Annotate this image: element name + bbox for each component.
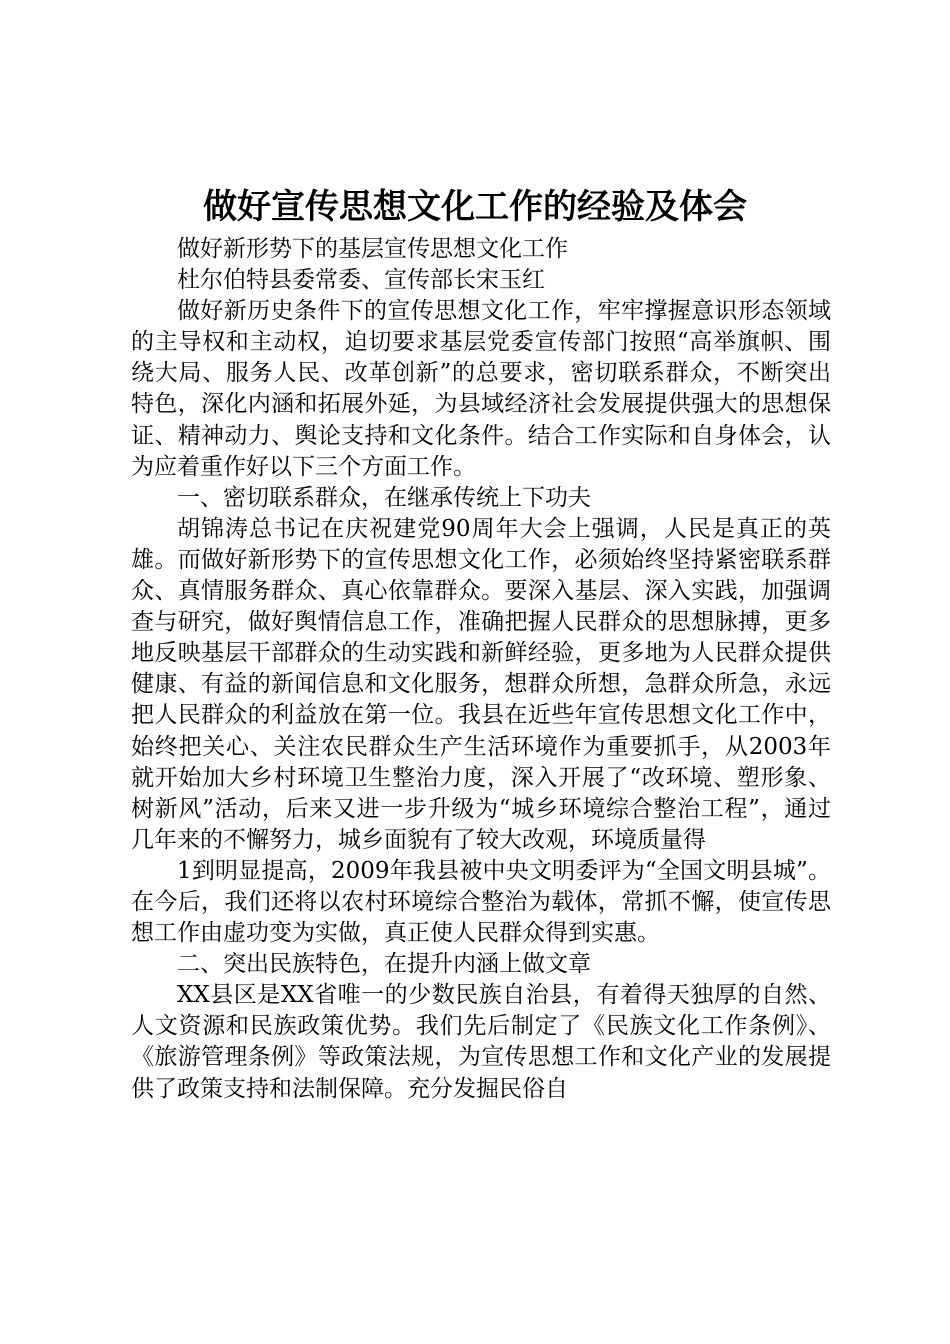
author-line: 杜尔伯特县委常委、宣传部长宋玉红 (177, 267, 545, 294)
section-heading-2: 二、突出民族特色，在提升内涵上做文章 (177, 951, 591, 978)
body-paragraph: 做好新历史条件下的宣传思想文化工作，牢牢撑握意识形态领域的主导权和主动权，迫切要求基层党委宣传部门按照“高举旗帜、围绕大局、服务人民、改革创新”的总要求，密切联系群众，不断突出特色，深化内涵和拓展外延，为县域经济社会发展提供强大的思想保证、精神动力、舆论支持和文化条件。结合工作实际和自身体会，认为应着重作好以下三个方面工作。 (131, 298, 831, 480)
body-paragraph: 胡锦涛总书记在庆祝建党90周年大会上强调，人民是真正的英雄。而做好新形势下的宣传思想文化工作，必须始终坚持紧密联系群众、真情服务群众、真心依靠群众。要深入基层、深入实践，加强调查与研究，做好舆情信息工作，准确把握人民群众的思想脉搏，更多地反映基层干部群众的生动实践和新鲜经验，更多地为人民群众提供健康、有益的新闻信息和文化服务，想群众所想，急群众所急，永远把人民群众的利益放在第一位。我县在近些年宣传思想文化工作中，始终把关心、关注农民群众生产生活环境作为重要抓手，从2003年就开始加大乡村环境卫生整治力度，深入开展了“改环境、塑形象、树新风”活动，后来又进一步升级为“城乡环境综合整治工程”，通过几年来的不懈努力，城乡面貌有了较大改观，环境质量得 (131, 515, 831, 853)
body-paragraph: 1到明显提高，2009年我县被中央文明委评为“全国文明县城”。在今后，我们还将以农村环境综合整治为载体，常抓不懈，使宣传思想工作由虚功变为实做，真正使人民群众得到实惠。 (131, 857, 831, 947)
document-body (131, 234, 831, 1105)
document-title: 做好宣传思想文化工作的经验及体会 (203, 187, 747, 227)
section-heading-1: 一、密切联系群众，在继承传统上下功夫 (177, 484, 591, 511)
subtitle-paragraph: 做好新形势下的基层宣传思想文化工作 (177, 236, 568, 262)
body-paragraph: XX县区是XX省唯一的少数民族自治县，有着得天独厚的自然、人文资源和民族政策优势。我们先后制定了《民族文化工作条例》、《旅游管理条例》等政策法规，为宣传思想工作和文化产业的发展提供了政策支持和法制保障。充分发掘民俗自 (131, 982, 831, 1102)
